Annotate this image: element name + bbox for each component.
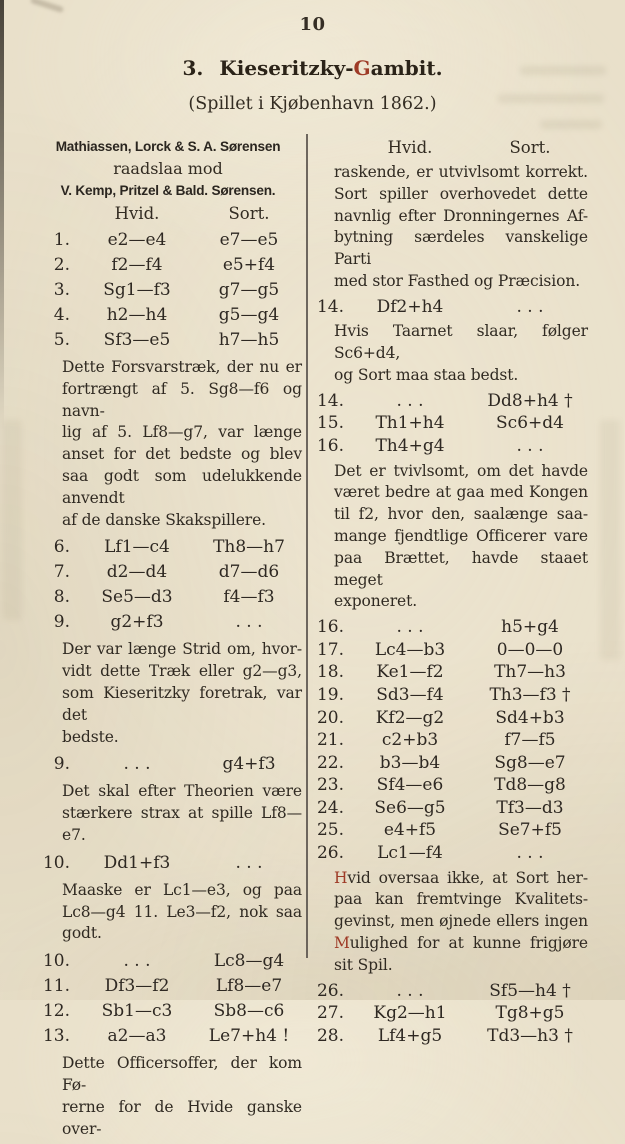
title-text-post: ambit. [370, 56, 443, 80]
annotation-line: Der var længe Strid om, hvor- [62, 640, 302, 659]
black-move: Td8—g8 [494, 775, 566, 796]
column-divider-rule [306, 134, 308, 958]
move-number: 10. [42, 951, 70, 972]
black-move: . . . [516, 296, 544, 317]
move-row [316, 684, 592, 707]
move-row [34, 535, 302, 560]
black-move: Lc8—g4 [213, 951, 285, 972]
white-move: Sf4—e6 [376, 775, 444, 796]
black-move: Sg8—e7 [494, 752, 566, 773]
move-number: 9. [53, 754, 70, 775]
black-move: . . . [516, 843, 544, 864]
white-move: Lc4—b3 [374, 639, 446, 660]
annotation-line: bytning særdeles vanskelige Parti [334, 228, 588, 269]
white-move: . . . [123, 951, 151, 972]
move-number: 11. [42, 976, 70, 997]
white-move: h2—h4 [106, 305, 168, 325]
bleed-through-smudge [540, 120, 602, 129]
white-move: Lf1—c4 [104, 537, 170, 558]
right-column [316, 136, 592, 1047]
move-row [34, 1024, 302, 1049]
annotation-line: af de danske Skakspillere. [62, 510, 266, 529]
black-move: Th8—h7 [213, 537, 285, 558]
move-row [34, 851, 302, 876]
white-move: f2—f4 [111, 255, 163, 275]
move-row [34, 328, 302, 353]
annotation [334, 461, 588, 614]
move-row [34, 278, 302, 303]
move-row [316, 797, 592, 820]
annotation-line: rerne for de Hvide ganske over- [62, 1097, 302, 1138]
white-move: a2—a3 [107, 1026, 167, 1047]
move-row [316, 616, 592, 639]
move-number: 15. [316, 413, 344, 434]
paper-scratch [30, 0, 64, 13]
black-move: d7—d6 [218, 562, 280, 583]
move-row [316, 729, 592, 752]
move-row [34, 752, 302, 777]
bleed-through-smudge [2, 420, 22, 620]
black-move: Sb8—c6 [213, 1001, 285, 1022]
black-column-label: Sort. [509, 138, 551, 157]
move-row [316, 639, 592, 662]
move-number: 14. [316, 296, 344, 317]
annotation-line: Dette Officersoffer, der kom Fø- [62, 1054, 302, 1094]
white-move: Lc1—f4 [377, 843, 443, 864]
annotation-line: Dette Forsvarstræk, der nu er [62, 358, 302, 376]
move-number: 10. [42, 852, 70, 873]
black-move: h5+g4 [501, 617, 559, 638]
annotation-line: til f2, hvor den, saalænge saa- [334, 505, 588, 524]
white-move: b3—b4 [379, 752, 441, 773]
move-row [34, 303, 302, 328]
move-row [34, 610, 302, 635]
move-number: 23. [316, 775, 344, 796]
move-number: 26. [316, 980, 344, 1001]
white-move: Kg2—h1 [373, 1003, 447, 1024]
move-row [34, 949, 302, 974]
section-number: 3. [182, 56, 204, 80]
black-move: Tg8+g5 [495, 1003, 565, 1024]
move-row [316, 661, 592, 684]
white-move: Ke1—f2 [376, 662, 444, 683]
move-row [316, 435, 592, 458]
section-title [0, 56, 625, 80]
move-row [316, 752, 592, 775]
move-row [34, 974, 302, 999]
white-move: g2+f3 [110, 612, 164, 633]
move-row [34, 560, 302, 585]
move-number: 8. [53, 587, 70, 608]
white-move: . . . [396, 390, 424, 411]
move-row [316, 1025, 592, 1048]
black-move: Lf8—e7 [215, 976, 283, 997]
annotation-line: været bedre at gaa med Kongen [334, 483, 588, 502]
black-move: f7—f5 [504, 730, 556, 751]
annotation-line: sit Spil. [334, 955, 393, 974]
spacer [34, 202, 78, 225]
black-move: . . . [235, 612, 263, 633]
black-move: Th7—h3 [494, 662, 566, 683]
move-row [34, 228, 302, 253]
black-move: Sf5—h4 † [489, 980, 571, 1001]
black-move: Sd4+b3 [495, 707, 565, 728]
annotation [62, 639, 302, 748]
white-move: e4+f5 [383, 820, 437, 841]
black-players: V. Kemp, Pritzel & Bald. Sørensen. [60, 183, 276, 198]
annotation-line: Lc8—g4 11. Le3—f2, nok saa [62, 902, 302, 921]
move-number: 6. [53, 537, 70, 558]
white-column-label: Hvid. [114, 204, 160, 223]
annotation-line: Hvis Taarnet slaar, følger Sc6+d4, [334, 322, 588, 363]
black-move: . . . [516, 435, 544, 456]
move-number: 7. [53, 562, 70, 583]
white-move: d2—d4 [106, 562, 168, 583]
move-number: 1. [53, 230, 70, 250]
move-number: 18. [316, 662, 344, 683]
annotation-line: fortrængt af 5. Sg8—f6 og navn- [62, 379, 302, 420]
annotation-line: Hvid oversaa ikke, at Sort her- [334, 868, 588, 887]
black-move: e7—e5 [219, 230, 279, 250]
black-move: g7—g5 [218, 280, 280, 300]
annotation-line: bedste. [62, 727, 119, 746]
move-number: 12. [42, 1001, 70, 1022]
move-number: 14. [316, 390, 344, 411]
move-number: 21. [316, 730, 344, 751]
left-column-content [34, 228, 302, 1140]
annotation-line: paa kan fremtvinge Kvalitets- [334, 890, 588, 909]
white-move: Kf2—g2 [375, 707, 445, 728]
move-table-header [34, 202, 302, 225]
black-move: Sc6+d4 [496, 413, 564, 434]
annotation-line: med stor Fasthed og Præcision. [334, 271, 581, 290]
move-row [316, 1002, 592, 1025]
black-move: Th3—f3 † [489, 684, 571, 705]
move-number: 9. [53, 612, 70, 633]
white-move: e2—e4 [107, 230, 167, 250]
move-number: 13. [42, 1026, 70, 1047]
black-move: g4+f3 [222, 754, 276, 775]
annotation-line: gevinst, men øjnede ellers ingen [334, 912, 588, 931]
white-move: . . . [123, 754, 151, 775]
move-row [34, 253, 302, 278]
black-move: Tf3—d3 [496, 797, 564, 818]
annotation-line: godt. [62, 924, 102, 943]
annotation-line: raskende, er utvivlsomt korrekt. [334, 163, 588, 181]
annotation [62, 880, 302, 945]
annotation-line: exponeret. [334, 592, 418, 611]
title-red-initial: G [353, 56, 371, 80]
annotation [62, 781, 302, 846]
black-move: e5+f4 [222, 255, 276, 275]
annotation-line: lig af 5. Lf8—g7, var længe [62, 423, 302, 442]
annotation-line: saa godt som udelukkende anvendt [62, 466, 302, 507]
black-move: f4—f3 [223, 587, 275, 608]
move-number: 5. [53, 330, 70, 350]
black-move: 0—0—0 [496, 639, 564, 660]
bleed-through-smudge [600, 420, 620, 660]
move-number: 19. [316, 684, 344, 705]
move-number: 26. [316, 843, 344, 864]
black-move: Se7+f5 [498, 820, 562, 841]
move-number: 24. [316, 797, 344, 818]
move-number: 2. [53, 255, 70, 275]
annotation [62, 1053, 302, 1140]
black-move: Le7+h4 ! [208, 1026, 290, 1047]
move-row [316, 707, 592, 730]
white-move: Lf4+g5 [377, 1025, 443, 1046]
move-row [316, 390, 592, 413]
right-column-content [316, 162, 592, 1047]
title-text-pre: Kieseritzky- [219, 56, 354, 80]
white-move: Sg1—f3 [103, 280, 171, 300]
annotation-line: Det skal efter Theorien være [62, 782, 302, 801]
move-row [316, 842, 592, 865]
black-move: Td3—h3 † [487, 1025, 573, 1046]
white-move: Dd1+f3 [103, 852, 171, 873]
white-move: . . . [396, 617, 424, 638]
black-move: h7—h5 [218, 330, 280, 350]
game-subtitle: (Spillet i Kjøbenhavn 1862.) [188, 94, 437, 114]
move-table-header [316, 136, 592, 159]
move-row [34, 585, 302, 610]
move-row [316, 296, 592, 319]
white-move: c2+b3 [381, 730, 439, 751]
move-row [316, 412, 592, 435]
black-column-label: Sort. [228, 204, 270, 223]
move-row [316, 774, 592, 797]
left-column [34, 136, 302, 1144]
white-move: Th1+h4 [375, 413, 445, 434]
annotation [334, 162, 588, 293]
annotation-line: Sort spiller overhovedet dette [334, 184, 588, 203]
annotation [334, 868, 588, 977]
annotation-line: mange fjendtlige Officerer vare [334, 526, 588, 545]
page-number: 10 [299, 14, 326, 35]
move-row [34, 999, 302, 1024]
annotation-line: navnlig efter Dronningernes Af- [334, 206, 588, 225]
move-row [316, 819, 592, 842]
white-move: Df3—f2 [104, 976, 170, 997]
black-move: Dd8+h4 † [487, 390, 573, 411]
move-row [316, 980, 592, 1003]
white-move: Df2+h4 [376, 296, 444, 317]
white-move: Sf3—e5 [103, 330, 171, 350]
white-column-label: Hvid. [387, 138, 433, 157]
annotation [62, 357, 302, 531]
move-number: 28. [316, 1025, 344, 1046]
annotation-line: Mulighed for at kunne frigjøre [334, 934, 588, 953]
move-number: 16. [316, 617, 344, 638]
move-number: 20. [316, 707, 344, 728]
white-move: Th4+g4 [375, 435, 445, 456]
annotation-line: Maaske er Lc1—e3, og paa [62, 880, 302, 899]
move-number: 16. [316, 435, 344, 456]
move-number: 25. [316, 820, 344, 841]
annotation-line: anset for det bedste og blev [62, 445, 302, 464]
annotation-line: Det er tvivlsomt, om det havde [334, 461, 588, 480]
move-number: 3. [53, 280, 70, 300]
spacer [316, 136, 352, 159]
annotation [334, 321, 588, 386]
move-number: 27. [316, 1003, 344, 1024]
white-move: Se5—d3 [101, 587, 173, 608]
white-move: Se6—g5 [374, 797, 446, 818]
annotation-line: stærkere strax at spille Lf8—e7. [62, 804, 302, 844]
move-number: 22. [316, 752, 344, 773]
black-move: g5—g4 [218, 305, 280, 325]
annotation-line: vidt dette Træk eller g2—g3, [62, 662, 302, 681]
black-move: . . . [235, 852, 263, 873]
white-move: Sd3—f4 [376, 684, 444, 705]
move-number: 4. [53, 305, 70, 325]
move-number: 17. [316, 639, 344, 660]
white-move: . . . [396, 980, 424, 1001]
white-move: Sb1—c3 [101, 1001, 173, 1022]
annotation-line: paa Brættet, havde staaet meget [334, 548, 588, 589]
annotation-line: og Sort maa staa bedst. [334, 365, 519, 384]
annotation-line: som Kieseritzky foretrak, var det [62, 683, 302, 724]
players-connector: raadslaa mod [113, 159, 223, 178]
white-players: Mathiassen, Lorck & S. A. Sørensen [55, 139, 281, 154]
